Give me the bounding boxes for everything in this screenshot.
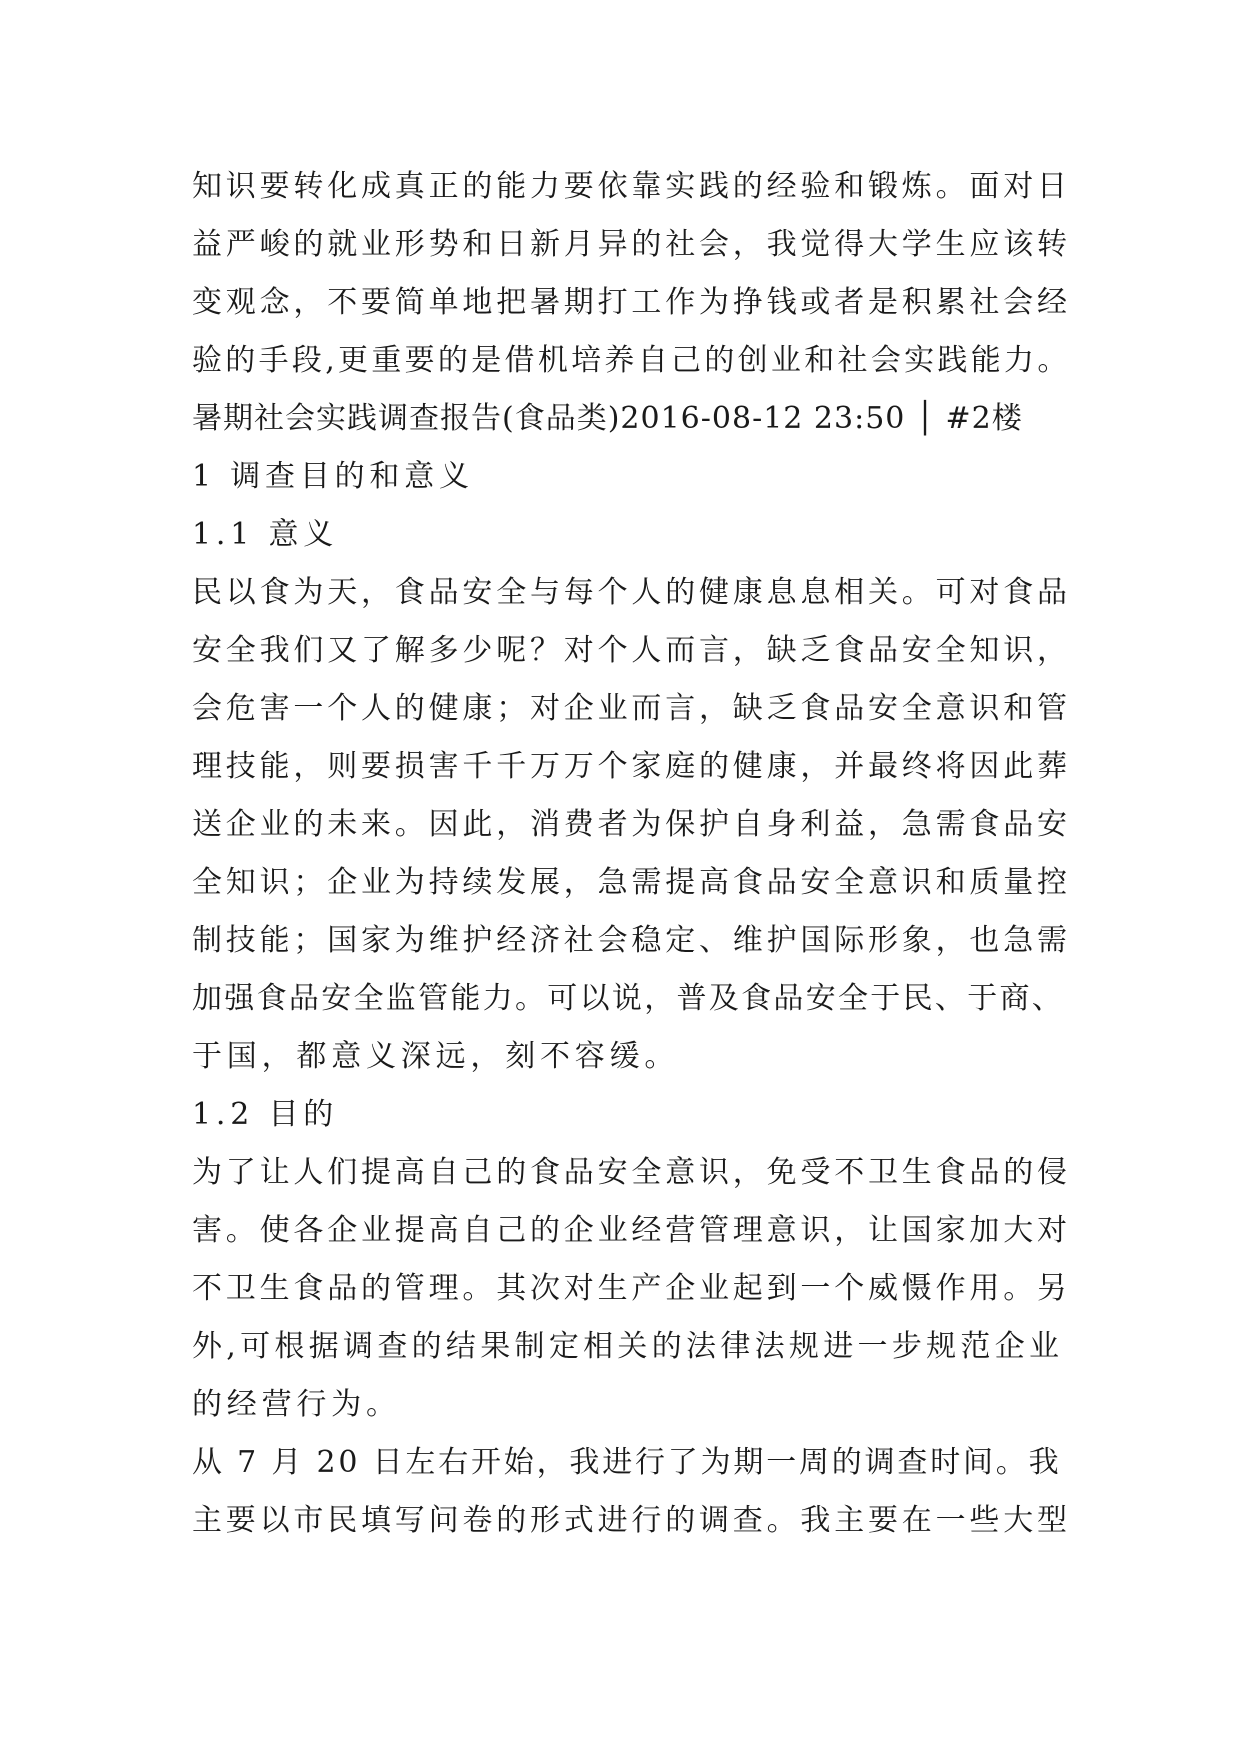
text-line: 全知识；企业为持续发展，急需提高食品安全意识和质量控 <box>192 865 1071 900</box>
text-line: 于国，都意义深远，刻不容缓。 <box>192 1039 680 1074</box>
text-line: 民以食为天，食品安全与每个人的健康息息相关。可对食品 <box>192 575 1071 610</box>
text-line: 不卫生食品的管理。其次对生产企业起到一个威慑作用。另 <box>192 1271 1071 1306</box>
text-line: 主要以市民填写问卷的形式进行的调查。我主要在一些大型 <box>192 1503 1071 1538</box>
text-line: 外,可根据调查的结果制定相关的法律法规进一步规范企业 <box>192 1329 1064 1364</box>
text-line: 理技能，则要损害千千万万个家庭的健康，并最终将因此葬 <box>192 749 1071 784</box>
text-line: 加强食品安全监管能力。可以说，普及食品安全于民、于商、 <box>192 981 1065 1016</box>
text-line: 验的手段,更重要的是借机培养自己的创业和社会实践能力。 <box>192 343 1071 378</box>
text-line: 安全我们又了解多少呢？对个人而言，缺乏食品安全知识， <box>192 633 1071 668</box>
text-line: 为了让人们提高自己的食品安全意识，免受不卫生食品的侵 <box>192 1155 1071 1190</box>
document-body <box>192 158 1072 1550</box>
section-heading: 1 调查目的和意义 <box>192 459 474 494</box>
text-line: 害。使各企业提高自己的企业经营管理意识，让国家加大对 <box>192 1213 1071 1248</box>
text-line: 益严峻的就业形势和日新月异的社会，我觉得大学生应该转 <box>192 227 1071 262</box>
text-line: 知识要转化成真正的能力要依靠实践的经验和锻炼。面对日 <box>192 169 1071 204</box>
subsection-heading: 1.1 意义 <box>192 517 339 552</box>
text-line: 送企业的未来。因此，消费者为保护自身利益，急需食品安 <box>192 807 1071 842</box>
text-line: 会危害一个人的健康；对企业而言，缺乏食品安全意识和管 <box>192 691 1071 726</box>
text-line: 制技能；国家为维护经济社会稳定、维护国际形象，也急需 <box>192 923 1071 958</box>
text-line: 的经营行为。 <box>192 1387 401 1422</box>
text-line: 变观念，不要简单地把暑期打工作为挣钱或者是积累社会经 <box>192 285 1071 320</box>
post-header-line: 暑期社会实践调查报告(食品类)2016-08-12 23:50 │ #2楼 <box>192 401 1023 436</box>
text-line: 从 7 月 20 日左右开始，我进行了为期一周的调查时间。我 <box>192 1445 1062 1480</box>
subsection-heading: 1.2 目的 <box>192 1097 339 1132</box>
